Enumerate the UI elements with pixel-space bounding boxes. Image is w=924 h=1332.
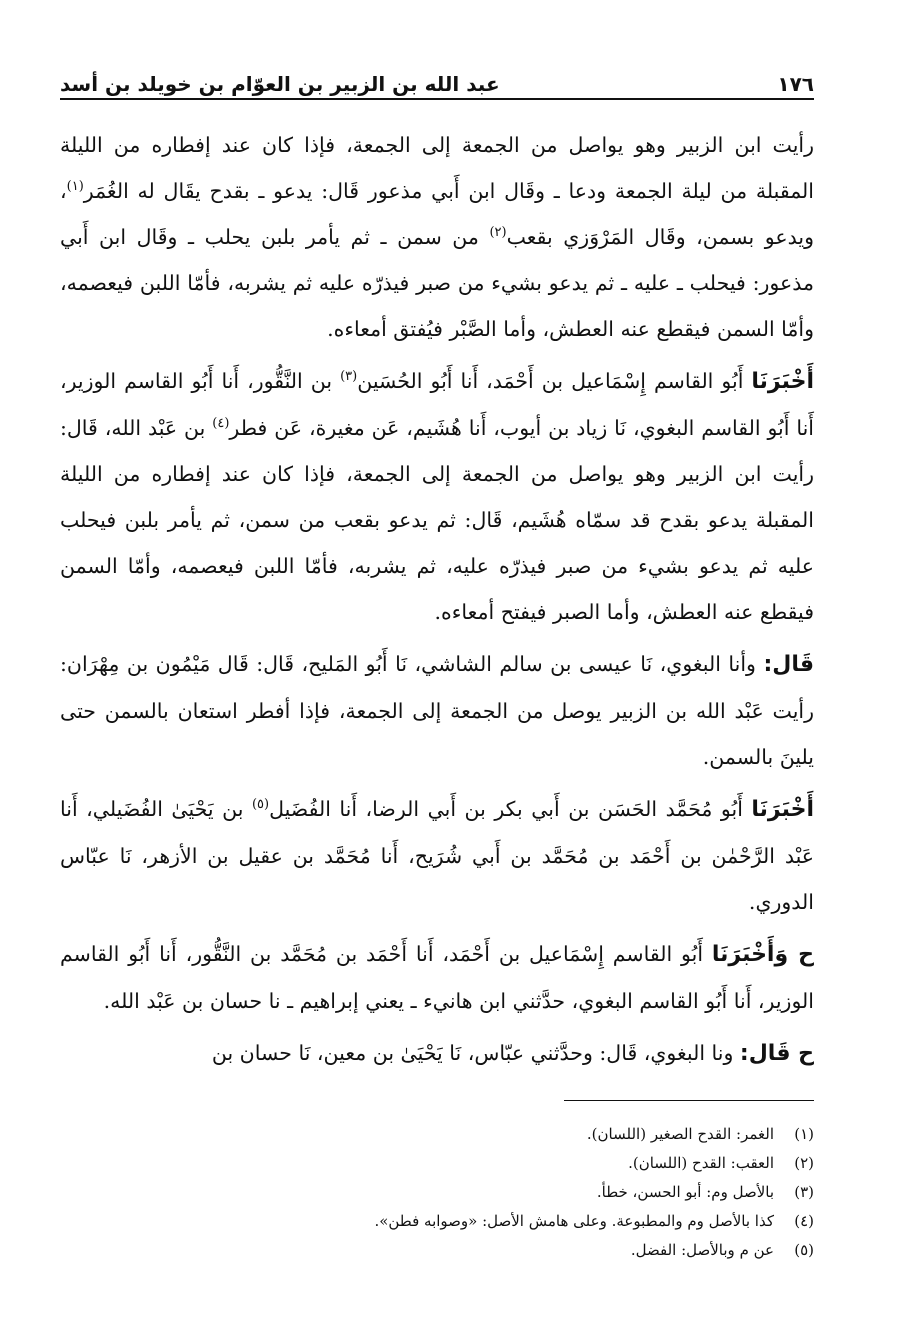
- footnote-text: عن م وبالأصل: الفضل.: [630, 1241, 774, 1259]
- paragraph-text: أَبُو القاسم إِسْمَاعيل بن أَحْمَد، أَنا أَبُو الحُسَين: [357, 369, 752, 393]
- paragraph-lead-word: أَخْبَرَنَا: [751, 797, 814, 822]
- paragraph: [60, 931, 814, 1024]
- footnote: [60, 1149, 814, 1178]
- page-number: ١٧٦: [777, 72, 814, 96]
- paragraph: [60, 122, 814, 352]
- paragraph-text: بن النَّقُّور، أَنا أَبُو القاسم الوزير، أَنا أَبُو القاسم البغوي، نَا زياد بن أيوب، أَنا هُشَيم، عَن مغيرة، عَن فطر: [60, 369, 814, 440]
- paragraph-text: بن عَبْد الله، قَال: رأيت ابن الزبير وهو يواصل من الجمعة إلى الجمعة، فإذا كان عند إفطاره من الليلة المقبلة يدعو بقدح قد سمّاه هُشَيم، قَال: ثم يدعو بقعب من سمن، ثم يأمر بلبن فيحلب عليه ثم يدعو بشيء من صبر فيذرّه عليه، ثم يشربه، فأمّا اللبن فيعصمه، وأمّا السمن فيقطع عنه العطش، وأما الصبر فيفتح أمعاءه.: [60, 416, 814, 624]
- paragraph-text: من سمن ـ ثم يأمر بلبن يحلب ـ وقَال ابن أَبي مذعور: فيحلب ـ عليه ـ ثم يدعو بشيء من صبر فيذرّه عليه ثم يشربه، فأمّا اللبن فيعصمه، وأمّا السمن فيقطع عنه العطش، وأما الصَّبْر فيُفتق أمعاءه.: [60, 225, 814, 341]
- paragraph-text: وأنا البغوي، نَا عيسى بن سالم الشاشي، نَا أَبُو المَليح، قَال: قَال مَيْمُون بن مِهْرَان: رأيت عَبْد الله بن الزبير يوصل من الجمعة إلى الجمعة، فإذا أفطر استعان بالسمن حتى يلينَ بالسمن.: [60, 652, 814, 769]
- footnote-text: بالأصل وم: أبو الحسن، خطأ.: [596, 1183, 774, 1201]
- footnote-reference: (٥): [251, 797, 270, 813]
- paragraph: [60, 358, 814, 635]
- paragraph: [60, 786, 814, 925]
- footnotes: [60, 1120, 814, 1265]
- paragraph-text: ونا البغوي، قَال: وحدَّثني عبّاس، نَا يَحْيَىٰ بن معين، نَا حسان بن: [211, 1041, 740, 1065]
- footnote-text: العقب: القدح (اللسان).: [628, 1154, 774, 1172]
- header-rule: [60, 98, 814, 100]
- paragraph-lead-word: ح وَأَخْبَرَنَا: [711, 942, 814, 967]
- paragraph-text: أَبُو مُحَمَّد الحَسَن بن أَبي بكر بن أَبي الرضا، أَنا الفُضَيل: [269, 797, 752, 821]
- running-title: عبد الله بن الزبير بن العوّام بن خويلد بن أسد: [60, 72, 500, 96]
- paragraph-lead-word: قَال:: [763, 652, 814, 677]
- paragraph-text: رأيت ابن الزبير وهو يواصل من الجمعة إلى الجمعة، فإذا كان عند إفطاره من الليلة المقبلة من ليلة الجمعة ودعا ـ وقَال ابن أَبي مذعور قَال: يدعو ـ بقدح يقَال له الغُمَر: [60, 133, 814, 203]
- paragraph-lead-word: أَخْبَرَنَا: [751, 369, 814, 394]
- paragraph: [60, 641, 814, 780]
- page-header: [60, 58, 814, 96]
- footnote-number: (٣): [794, 1183, 814, 1201]
- footnote-text: كذا بالأصل وم والمطبوعة. وعلى هامش الأصل: «وصوابه فطن».: [374, 1212, 774, 1230]
- footnote-number: (٢): [794, 1154, 814, 1172]
- paragraph-text: بن يَحْيَىٰ الفُضَيلي، أَنا عَبْد الرَّحْمٰن بن أَحْمَد بن مُحَمَّد بن أَبي شُرَيح، أَنا مُحَمَّد بن عقيل بن الأزهر، نَا عبّاس الدوري.: [60, 797, 814, 914]
- footnote-number: (٥): [794, 1241, 814, 1259]
- footnote-reference: (٣): [340, 369, 358, 385]
- footnote-number: (١): [794, 1125, 814, 1143]
- paragraph: [60, 1030, 814, 1077]
- footnote: [60, 1207, 814, 1236]
- footnote-text: الغمر: القدح الصغير (اللسان).: [586, 1125, 774, 1143]
- footnote: [60, 1178, 814, 1207]
- footnote-number: (٤): [794, 1212, 814, 1230]
- paragraph-text: أَبُو القاسم إِسْمَاعيل بن أَحْمَد، أَنا أَحْمَد بن مُحَمَّد بن النَّقُّور، أَنا أَبُو القاسم الوزير، أَنا أَبُو القاسم البغوي، حدَّثني ابن هانيء ـ يعني إبراهيم ـ نا حسان بن عَبْد الله.: [60, 942, 814, 1013]
- footnote: [60, 1236, 814, 1265]
- footnote-separator: [564, 1100, 814, 1101]
- main-text: [60, 122, 814, 1083]
- footnote: [60, 1120, 814, 1149]
- paragraph-lead-word: ح قَال:: [739, 1041, 814, 1066]
- footnote-reference: (٤): [212, 416, 230, 432]
- footnote-reference: (٢): [489, 225, 507, 241]
- paragraph-text: ، ويدعو بسمن، وقَال المَرْوَزي بقعب: [60, 179, 814, 249]
- footnote-reference: (١): [66, 179, 84, 195]
